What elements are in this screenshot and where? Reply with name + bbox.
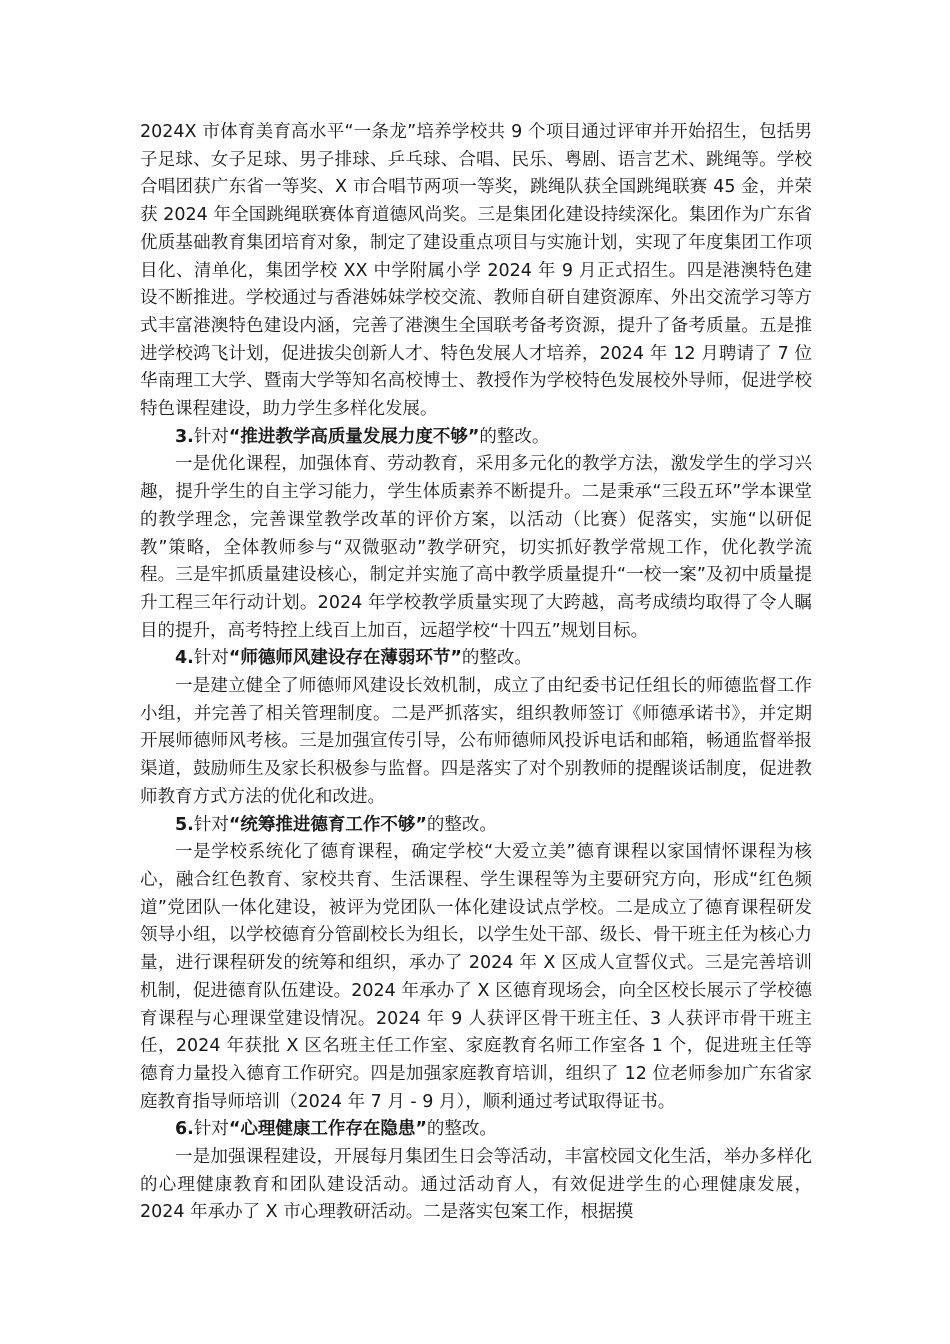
section-topic: “统筹推进德育工作不够” (228, 814, 427, 835)
section-suffix: 的整改。 (426, 1119, 497, 1140)
section-heading-5 (140, 812, 812, 840)
section-suffix: 的整改。 (426, 814, 497, 835)
section-heading-4 (140, 645, 812, 673)
section-number: 3. (175, 426, 194, 447)
section-number: 4. (175, 648, 194, 669)
section-topic: “推进教学高质量发展力度不够” (228, 426, 480, 447)
paragraph-continued-achievements: 2024X 市体育美育高水平“一条龙”培养学校共 9 个项目通过评审并开始招生，包括男子足球、女子足球、男子排球、乒乓球、合唱、民乐、粤剧、语言艺术、跳绳等。学校合唱团获广东省一等奖、X 市合唱节两项一等奖，跳绳队获全国跳绳联赛 45 金，并荣获 2024 年全国跳绳联赛体育道德风尚奖。三是集团化建设持续深化。集团作为广东省优质基础教育集团培育对象，制定了建设重点项目与实施计划，实现了年度集团工作项目化、清单化，集团学校 XX 中学附属小学 2024 年 9 月正式招生。四是港澳特色建设不断推进。学校通过与香港姊妹学校交流、教师自研自建资源库、外出交流学习等方式丰富港澳特色建设内涵，完善了港澳生全国联考备考资源，提升了备考质量。五是推进学校鸿飞计划，促进拔尖创新人才、特色发展人才培养，2024 年 12 月聘请了 7 位华南理工大学、暨南大学等知名高校博士、教授作为学校特色发展校外导师，促进学校特色课程建设，助力学生多样化发展。 (140, 122, 812, 420)
section-topic: “师德师风建设存在薄弱环节” (228, 648, 462, 669)
section-prefix: 针对 (193, 648, 229, 669)
section-prefix: 针对 (193, 814, 229, 835)
section-prefix: 针对 (193, 1119, 229, 1140)
section-heading-6 (140, 1116, 812, 1144)
paragraph-mental-health: 一是加强课程建设，开展每月集团生日会等活动，丰富校园文化生活，举办多样化的心理健康教育和团队建设活动。通过活动育人，有效促进学生的心理健康发展，2024 年承办了 X 市心理教研活动。二是落实包案工作，根据摸 (140, 1147, 812, 1223)
section-number: 5. (175, 814, 194, 835)
document-body (140, 119, 812, 1227)
section-topic: “心理健康工作存在隐患” (228, 1119, 427, 1140)
section-suffix: 的整改。 (461, 648, 532, 669)
section-heading-3 (140, 424, 812, 452)
paragraph-teacher-ethics: 一是建立健全了师德师风建设长效机制，成立了由纪委书记任组长的师德监督工作小组，并完善了相关管理制度。二是严抓落实，组织教师签订《师德承诺书》，并定期开展师德师风考核。三是加强宣传引导，公布师德师风投诉电话和邮箱，畅通监督举报渠道，鼓励师生及家长积极参与监督。四是落实了对个别教师的提醒谈话制度，促进教师教育方式方法的优化和改进。 (140, 676, 812, 807)
section-suffix: 的整改。 (479, 426, 550, 447)
paragraph-moral-education: 一是学校系统化了德育课程，确定学校“大爱立美”德育课程以家国情怀课程为核心，融合红色教育、家校共育、生活课程、学生课程等为主要研究方向，形成“红色频道”党团队一体化建设，被评为党团队一体化建设试点学校。二是成立了德育课程研发领导小组，以学校德育分管副校长为组长，以学生处干部、级长、骨干班主任为核心力量，进行课程研发的统筹和组织，承办了 2024 年 X 区成人宣誓仪式。三是完善培训机制，促进德育队伍建设。2024 年承办了 X 区德育现场会，向全区校长展示了学校德育课程与心理课堂建设情况。2024 年 9 人获评区骨干班主任、3 人获评市骨干班主任，2024 年获批 X 区名班主任工作室、家庭教育名师工作室各 1 个，促进班主任等德育力量投入德育工作研究。四是加强家庭教育培训，组织了 12 位老师参加广东省家庭教育指导师培训（2024 年 7 月 - 9 月），顺利通过考试取得证书。 (140, 842, 812, 1112)
paragraph-teaching-quality: 一是优化课程，加强体育、劳动教育，采用多元化的教学方法，激发学生的学习兴趣，提升学生的自主学习能力，学生体质素养不断提升。二是秉承“三段五环”学本课堂的教学理念，完善课堂教学改革的评价方案，以活动（比赛）促落实，实施“以研促教”策略，全体教师参与“双微驱动”教学研究，切实抓好教学常规工作，优化教学流程。三是牢抓质量建设核心，制定并实施了高中教学质量提升“一校一案”及初中质量提升工程三年行动计划。2024 年学校教学质量实现了大跨越，高考成绩均取得了令人瞩目的提升，高考特控上线百上加百，远超学校“十四五”规划目标。 (140, 454, 812, 641)
section-prefix: 针对 (193, 426, 229, 447)
section-number: 6. (175, 1119, 194, 1140)
